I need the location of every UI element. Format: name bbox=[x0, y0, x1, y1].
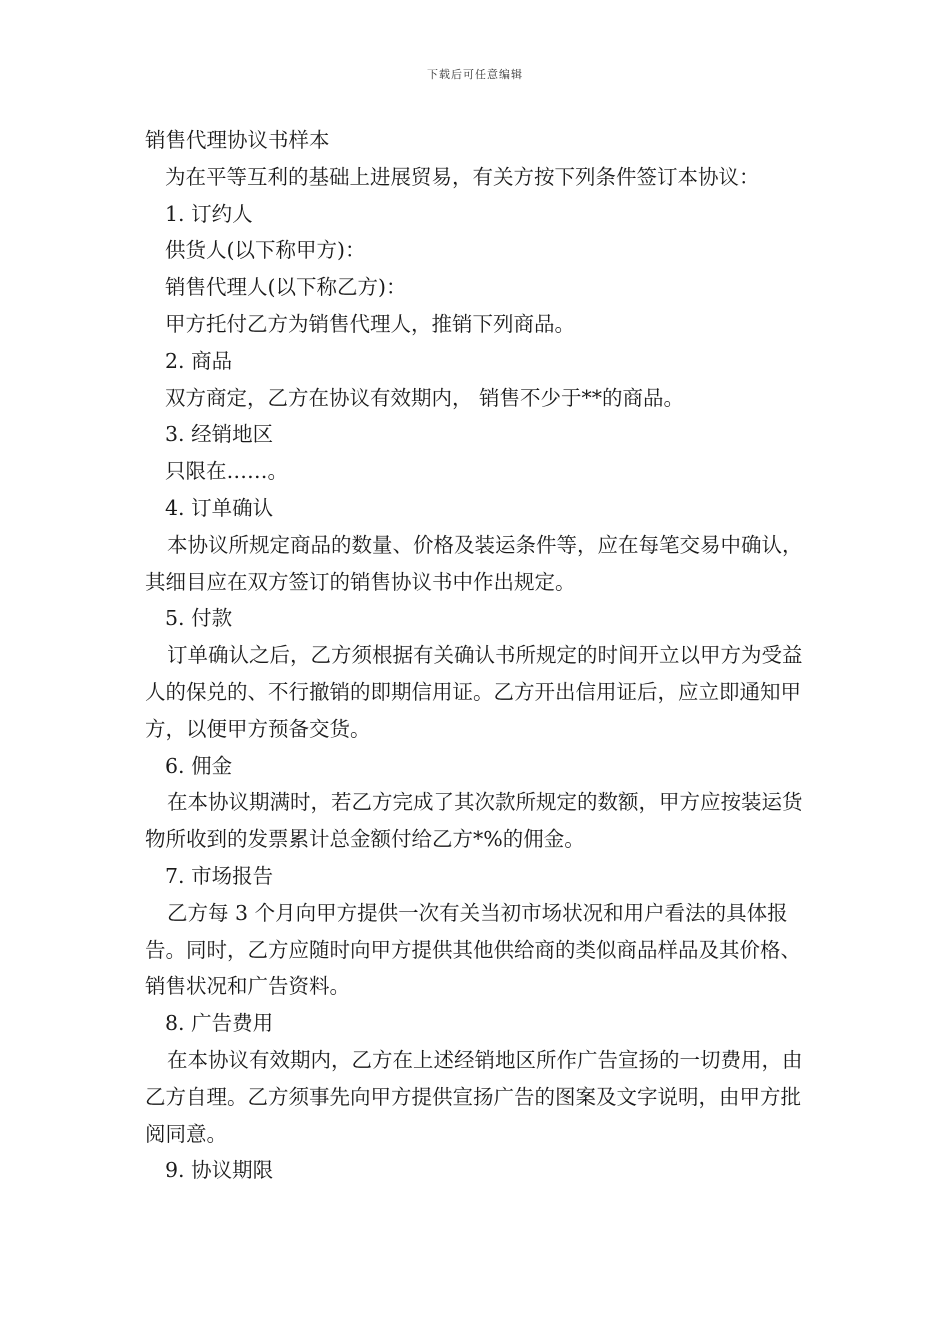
section-1-entrust: 甲方托付乙方为销售代理人，推销下列商品。 bbox=[165, 311, 575, 336]
section-6-body: 在本协议期满时，若乙方完成了其次款所规定的数额，甲方应按装运货物所收到的发票累计总金额付给乙方*%的佣金。 bbox=[145, 790, 803, 852]
section-3-body: 只限在……。 bbox=[165, 459, 288, 484]
intro-paragraph: 为在平等互利的基础上进展贸易，有关方按下列条件签订本协议： bbox=[165, 164, 760, 189]
section-3-heading: 3. 经销地区 bbox=[165, 422, 274, 447]
document-title: 销售代理协议书样本 bbox=[145, 128, 330, 152]
section-1-supplier: 供货人(以下称甲方)： bbox=[165, 238, 366, 263]
section-2-body: 双方商定，乙方在协议有效期内， 销售不少于**的商品。 bbox=[165, 385, 685, 410]
section-7-body: 乙方每 3 个月向甲方提供一次有关当初市场状况和用户看法的具体报告。同时，乙方应随时向甲方提供其他供给商的类似商品样品及其价格、销售状况和广告资料。 bbox=[145, 900, 801, 999]
section-9-heading: 9. 协议期限 bbox=[165, 1158, 274, 1183]
section-2-heading: 2. 商品 bbox=[165, 348, 233, 373]
section-1-agent: 销售代理人(以下称乙方)： bbox=[165, 275, 407, 300]
section-8-body: 在本协议有效期内，乙方在上述经销地区所作广告宣扬的一切费用，由乙方自理。乙方须事先向甲方提供宣扬广告的图案及文字说明，由甲方批阅同意。 bbox=[145, 1047, 803, 1146]
section-1-heading: 1. 订约人 bbox=[165, 201, 253, 226]
page-header: 下载后可任意编辑 bbox=[427, 68, 523, 81]
section-4-heading: 4. 订单确认 bbox=[165, 495, 274, 520]
section-4-body: 本协议所规定商品的数量、价格及装运条件等，应在每笔交易中确认，其细目应在双方签订的销售协议书中作出规定。 bbox=[145, 532, 803, 594]
section-7-heading: 7. 市场报告 bbox=[165, 863, 274, 888]
document-body bbox=[145, 122, 807, 1189]
section-6-heading: 6. 佣金 bbox=[165, 753, 233, 778]
section-5-body: 订单确认之后，乙方须根据有关确认书所规定的时间开立以甲方为受益人的保兑的、不行撤销的即期信用证。乙方开出信用证后，应立即通知甲方，以便甲方预备交货。 bbox=[145, 643, 803, 741]
section-5-heading: 5. 付款 bbox=[165, 606, 233, 631]
section-8-heading: 8. 广告费用 bbox=[165, 1011, 274, 1036]
